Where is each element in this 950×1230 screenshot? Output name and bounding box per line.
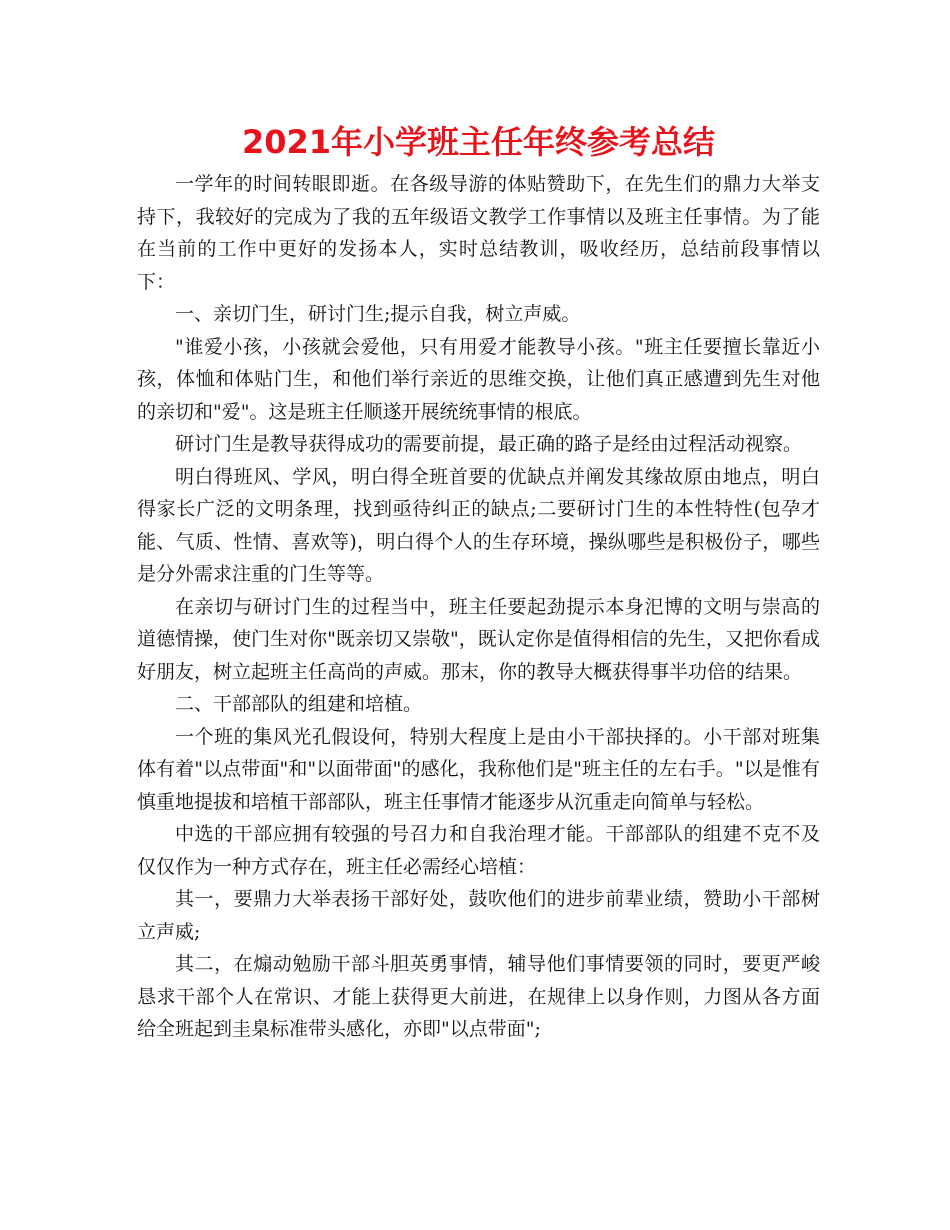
paragraph: 在亲切与研讨门生的过程当中，班主任要起劲提示本身汜博的文明与崇高的道德情操，使门生对你"既亲切又崇敬"，既认定你是值得相信的先生，又把你看成好朋友，树立起班主任高尚的声威。那末，你的教导大概获得事半功倍的结果。	[137, 595, 820, 683]
section-heading-1: 一、亲切门生，研讨门生;提示自我，树立声威。	[175, 303, 581, 325]
paragraph-intro: 一学年的时间转眼即逝。在各级导游的体贴赞助下，在先生们的鼎力大举支持下，我较好的完成为了我的五年级语文教学工作事情以及班主任事情。为了能在当前的工作中更好的发扬本人，实时总结教训，吸收经历，总结前段事情以下：	[137, 173, 820, 293]
section-heading-2: 二、干部部队的组建和培植。	[175, 693, 423, 715]
paragraph: "谁爱小孩，小孩就会爱他，只有用爱才能教导小孩。"班主任要擅长靠近小孩，体恤和体贴门生，和他们举行亲近的思维交换，让他们真正感遭到先生对他的亲切和"爱"。这是班主任顺遂开展统统事情的根底。	[137, 335, 820, 423]
document-title: 2021年小学班主任年终参考总结	[241, 123, 716, 161]
paragraph: 明白得班风、学风，明白得全班首要的优缺点并阐发其缘故原由地点，明白得家长广泛的文明条理，找到亟待纠正的缺点;二要研讨门生的本性特性(包孕才能、气质、性情、喜欢等)，明白得个人的生存环境，操纵哪些是积极份子，哪些是分外需求注重的门生等等。	[137, 465, 820, 585]
paragraph: 研讨门生是教导获得成功的需要前提，最正确的路子是经由过程活动视察。	[175, 433, 803, 455]
paragraph: 一个班的集风光孔假设何，特别大程度上是由小干部抉择的。小干部对班集体有着"以点带面"和"以面带面"的感化，我称他们是"班主任的左右手。"以是惟有慎重地提拔和培植干部部队，班主任事情才能逐步从沉重走向简单与轻松。	[137, 725, 820, 813]
paragraph: 其一，要鼎力大举表扬干部好处，鼓吹他们的进步前辈业绩，赞助小干部树立声威;	[137, 888, 820, 943]
document-body	[137, 168, 820, 1046]
paragraph: 中选的干部应拥有较强的号召力和自我治理才能。干部部队的组建不克不及仅仅作为一种方式存在，班主任必需经心培植：	[137, 823, 820, 878]
paragraph: 其二，在煽动勉励干部斗胆英勇事情，辅导他们事情要领的同时，要更严峻恳求干部个人在常识、才能上获得更大前进，在规律上以身作则，力图从各方面给全班起到圭臬标准带头感化，亦即"以点带面";	[137, 953, 820, 1040]
